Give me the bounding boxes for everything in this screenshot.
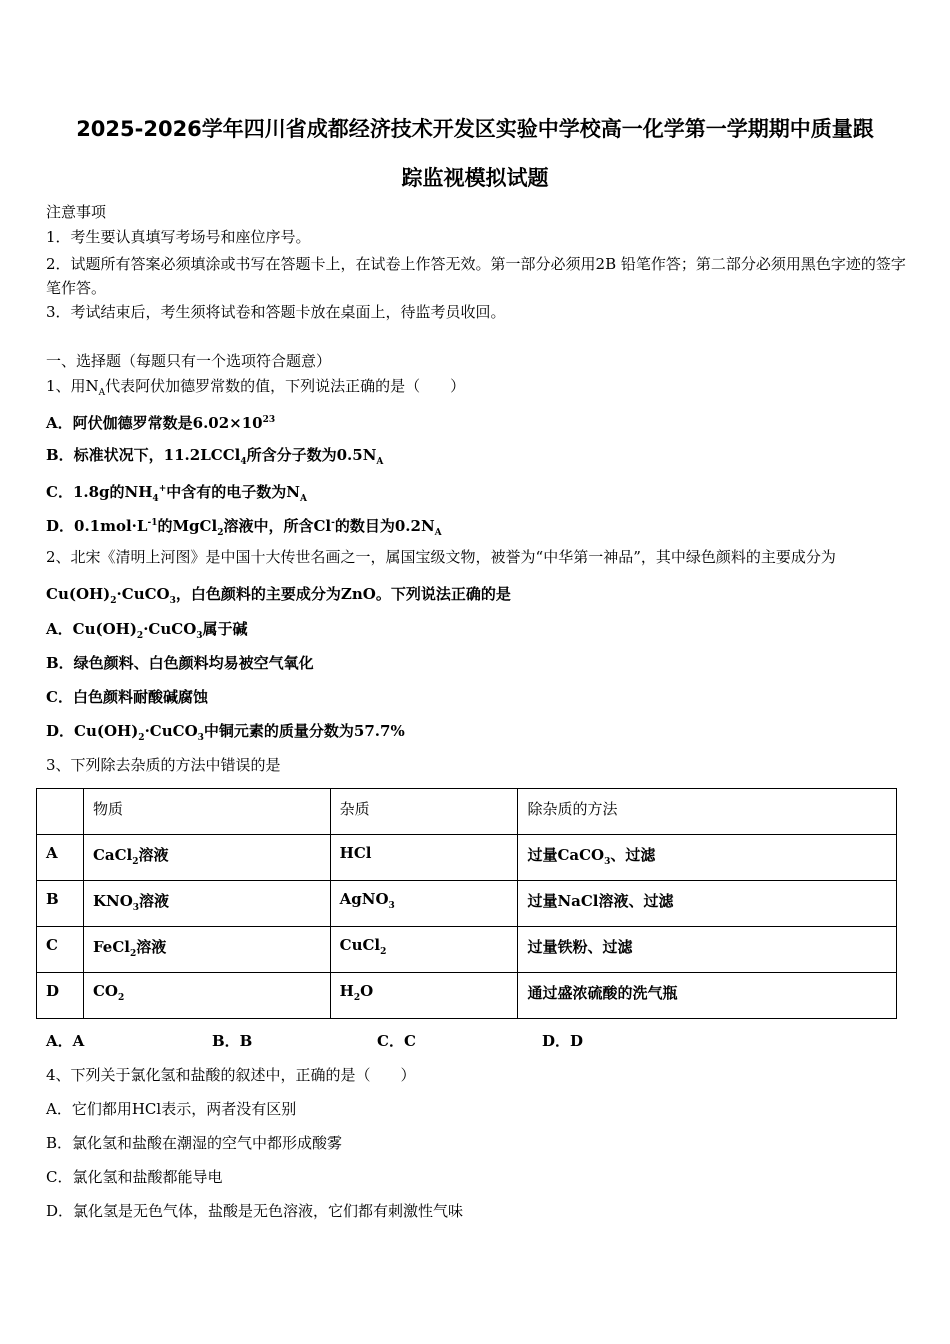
row-label: A	[37, 835, 84, 881]
q2-stem-line-2: $Cu(OH)_2\cdot CuCO_3$，白色颜料的主要成分为ZnO。下列说法正确的是	[46, 585, 511, 606]
q4-stem: 4、下列关于氯化氢和盐酸的叙述中，正确的是（ ）	[46, 1066, 416, 1084]
method-cell: 通过盛浓硫酸的洗气瓶	[518, 973, 897, 1019]
section-heading: 一、选择题（每题只有一个选项符合题意）	[46, 352, 332, 370]
substance-cell: FeCl$_2$溶液	[83, 927, 330, 973]
q2-option-c: C．白色颜料耐酸碱腐蚀	[46, 688, 208, 706]
q3-options	[46, 1031, 583, 1051]
q3-option-b: B．B	[212, 1032, 253, 1050]
q1-stem: 1、用$N_A$代表阿伏加德罗常数的值，下列说法正确的是（ ）	[46, 377, 466, 398]
table-header-cell	[37, 789, 84, 835]
row-label: D	[37, 973, 84, 1019]
q3-option-a: A．A	[46, 1032, 85, 1050]
substance-cell: CaCl$_2$溶液	[83, 835, 330, 881]
q4-option-b: B．氯化氢和盐酸在潮湿的空气中都形成酸雾	[46, 1134, 343, 1152]
method-cell: 过量铁粉、过滤	[518, 927, 897, 973]
notice-item-1: 1．考生要认真填写考场号和座位序号。	[46, 228, 311, 246]
q3-stem: 3、下列除去杂质的方法中错误的是	[46, 756, 281, 774]
q2-option-d: D．$Cu(OH)_2\cdot CuCO_3$中铜元素的质量分数为57.7%	[46, 722, 405, 743]
impurity-cell: CuCl$_2$	[330, 927, 518, 973]
q1-option-c: C．1.8g的$NH_4^+$中含有的电子数为$N_A$	[46, 483, 307, 504]
method-cell: 过量NaCl溶液、过滤	[518, 881, 897, 927]
row-label: B	[37, 881, 84, 927]
table-row	[37, 835, 897, 881]
q2-option-b: B．绿色颜料、白色颜料均易被空气氧化	[46, 654, 314, 672]
q2-option-a: A．$Cu(OH)_2\cdot CuCO_3$属于碱	[46, 620, 248, 641]
impurity-cell: AgNO$_3$	[330, 881, 518, 927]
notice-heading: 注意事项	[46, 203, 107, 221]
substance-cell: $CO_2$	[83, 973, 330, 1019]
notice-item-3: 3．考试结束后，考生须将试卷和答题卡放在桌面上，待监考员收回。	[46, 303, 506, 321]
notice-item-2: 2．试题所有答案必须填涂或书写在答题卡上，在试卷上作答无效。第一部分必须用2B 铅笔作答；第二部分必须用黑色字迹的签字笔作答。	[46, 255, 906, 297]
q4-option-c: C．氯化氢和盐酸都能导电	[46, 1168, 223, 1186]
q1-option-a: A．阿伏伽德罗常数是$6.02\times 10^{23}$	[46, 414, 276, 432]
substance-cell: $KNO_3$溶液	[83, 881, 330, 927]
table-header-cell: 除杂质的方法	[518, 789, 897, 835]
table-header-cell: 杂质	[330, 789, 518, 835]
q4-option-a: A．它们都用HCl表示，两者没有区别	[46, 1100, 297, 1118]
row-label: C	[37, 927, 84, 973]
table-row	[37, 881, 897, 927]
q2-stem-line-1: 2、北宋《清明上河图》是中国十大传世名画之一，属国宝级文物，被誉为“中华第一神品”，其中绿色颜料的主要成分为	[46, 548, 836, 566]
table-row	[37, 927, 897, 973]
q3-option-c: C．C	[377, 1032, 416, 1050]
q1-option-d: D．$0.1mol\cdot L^{-1}$的MgCl$_2$溶液中，所含Cl-的数目为$0.2N_A$	[46, 517, 442, 538]
impurity-cell: $H_2O$	[330, 973, 518, 1019]
impurity-table	[36, 788, 897, 1019]
title-line-2: 踪监视模拟试题	[401, 166, 549, 190]
method-cell: 过量CaCO$_3$、过滤	[518, 835, 897, 881]
q4-option-d: D．氯化氢是无色气体，盐酸是无色溶液，它们都有刺激性气味	[46, 1202, 464, 1220]
impurity-cell: HCl	[330, 835, 518, 881]
title-line-1: 2025-2026学年四川省成都经济技术开发区实验中学校高一化学第一学期期中质量跟	[76, 117, 874, 141]
q3-option-d: D．D	[542, 1032, 584, 1050]
table-header-cell: 物质	[83, 789, 330, 835]
table-header-row	[37, 789, 897, 835]
table-row	[37, 973, 897, 1019]
q1-option-b: B．标准状况下，11.2LCCl$_4$所含分子数为$0.5N_A$	[46, 446, 384, 467]
